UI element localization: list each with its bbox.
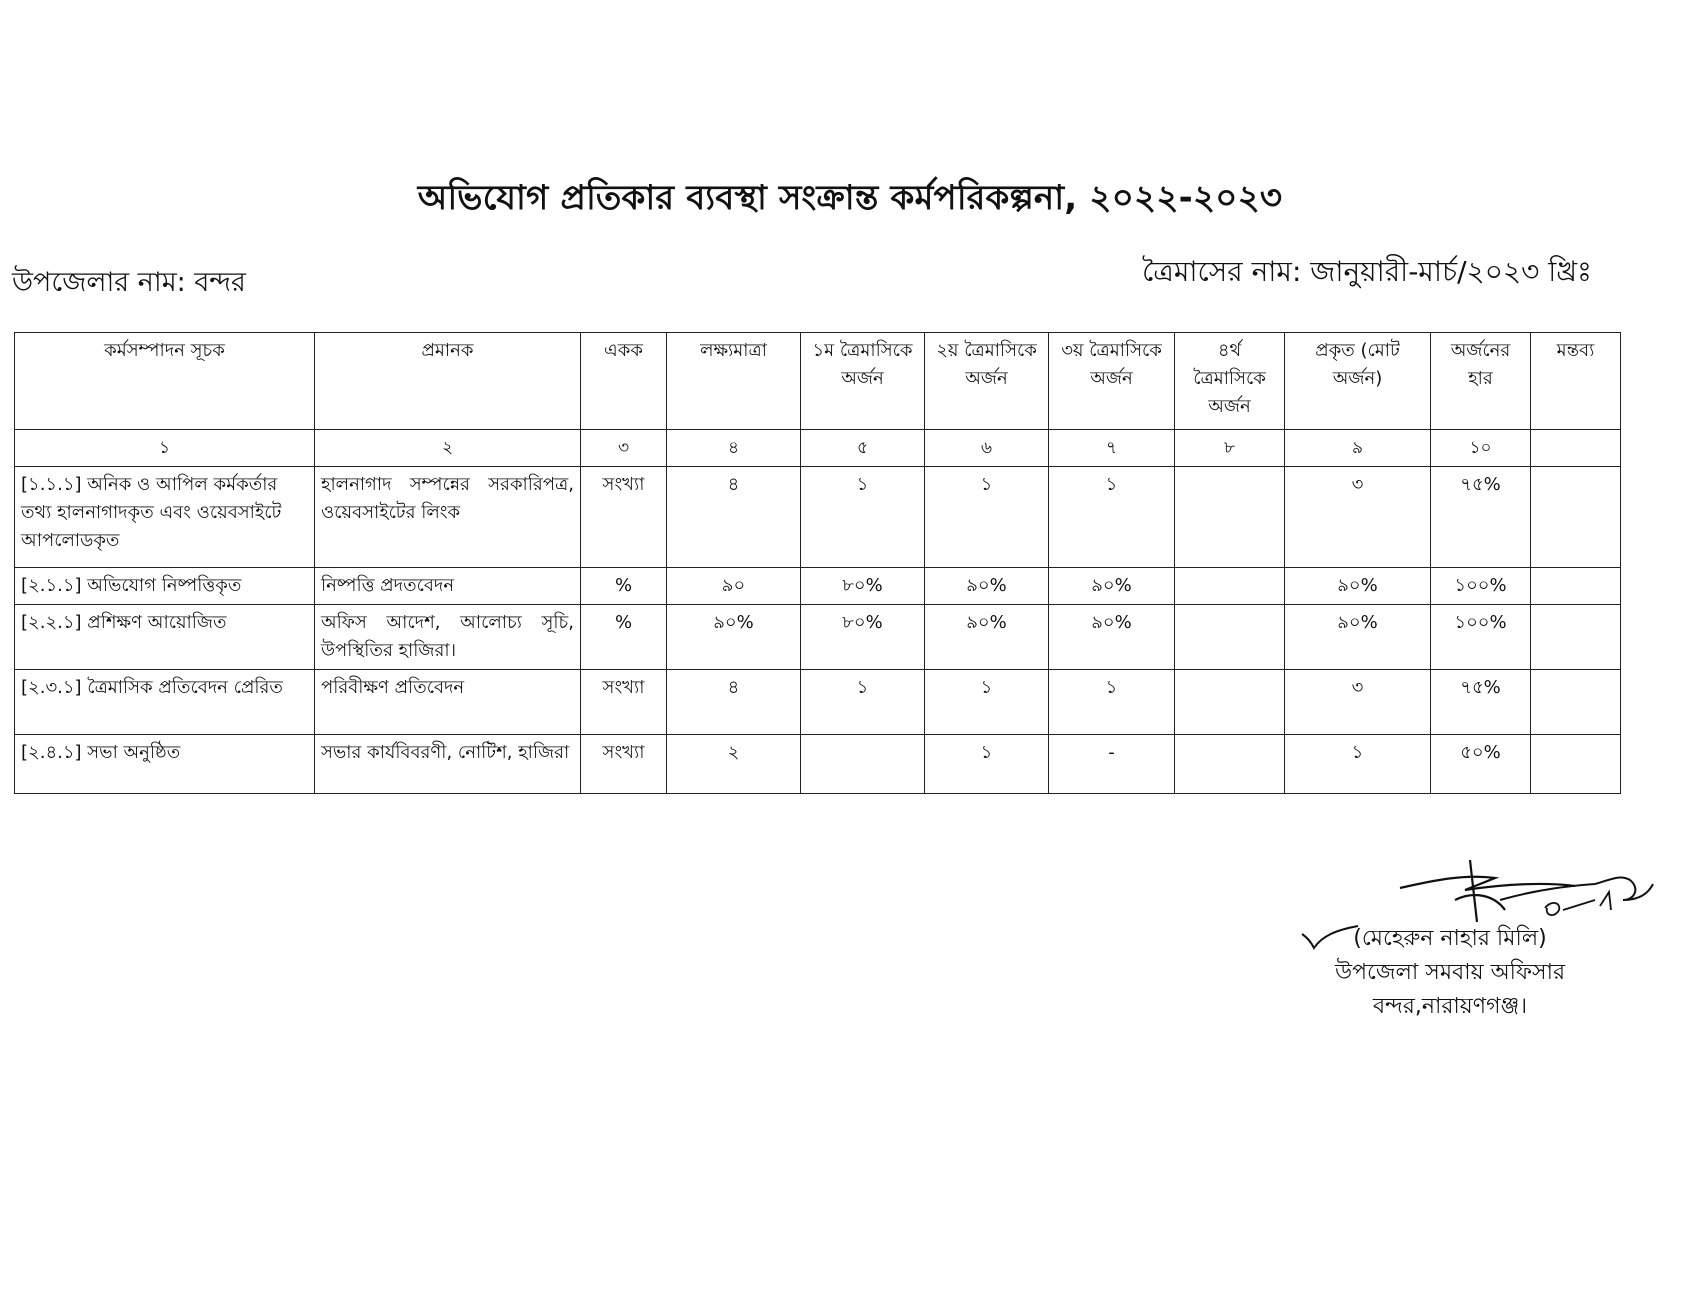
rate-cell: ৭৫% xyxy=(1431,467,1531,568)
evidence-cell: সভার কার্যবিবরণী, নোটিশ, হাজিরা xyxy=(315,735,581,794)
q2-cell: ১ xyxy=(925,735,1049,794)
q1-cell: ১ xyxy=(801,467,925,568)
q4-cell xyxy=(1175,670,1285,735)
table-row xyxy=(15,467,1621,568)
column-number: ৪ xyxy=(667,430,801,467)
signature-block xyxy=(1300,922,1600,1024)
unit-cell: সংখ্যা xyxy=(581,670,667,735)
evidence-cell: পরিবীক্ষণ প্রতিবেদন xyxy=(315,670,581,735)
header-q1: ১ম ত্রৈমাসিকে অর্জন xyxy=(801,333,925,430)
evidence-cell: হালনাগাদ সম্পন্নের সরকারিপত্র, ওয়েবসাইটের লিংক xyxy=(315,467,581,568)
header-row xyxy=(15,333,1621,430)
header-target: লক্ষ্যমাত্রা xyxy=(667,333,801,430)
q4-cell xyxy=(1175,568,1285,605)
column-number: ১০ xyxy=(1431,430,1531,467)
indicator-cell: [২.৪.১] সভা অনুষ্ঠিত xyxy=(15,735,315,794)
header-q4: ৪র্থ ত্রৈমাসিকে অর্জন xyxy=(1175,333,1285,430)
column-number: ৩ xyxy=(581,430,667,467)
target-cell: ৪ xyxy=(667,467,801,568)
column-number xyxy=(1531,430,1621,467)
document-title: অভিযোগ প্রতিকার ব্যবস্থা সংক্রান্ত কর্মপরিকল্পনা, ২০২২-২০২৩ xyxy=(417,178,1283,218)
header-actual: প্রকৃত (মোট অর্জন) xyxy=(1285,333,1431,430)
rate-cell: ১০০% xyxy=(1431,605,1531,670)
remarks-cell xyxy=(1531,670,1621,735)
column-number: ৭ xyxy=(1049,430,1175,467)
column-number: ৫ xyxy=(801,430,925,467)
q4-cell xyxy=(1175,467,1285,568)
unit-cell: সংখ্যা xyxy=(581,467,667,568)
header-indicator: কর্মসম্পাদন সূচক xyxy=(15,333,315,430)
actual-cell: ৩ xyxy=(1285,467,1431,568)
q4-cell xyxy=(1175,605,1285,670)
q1-cell: ৮০% xyxy=(801,605,925,670)
signatory-designation: উপজেলা সমবায় অফিসার xyxy=(1334,960,1566,985)
signatory-name: (মেহেরুন নাহার মিলি) xyxy=(1353,926,1547,951)
unit-cell: % xyxy=(581,568,667,605)
indicator-cell: [১.১.১] অনিক ও আপিল কর্মকর্তার তথ্য হালনাগাদকৃত এবং ওয়েবসাইটে আপলোডকৃত xyxy=(15,467,315,568)
column-number: ১ xyxy=(15,430,315,467)
q1-cell: ১ xyxy=(801,670,925,735)
indicator-cell: [২.৩.১] ত্রৈমাসিক প্রতিবেদন প্রেরিত xyxy=(15,670,315,735)
evidence-cell: অফিস আদেশ, আলোচ্য সূচি, উপস্থিতির হাজিরা। xyxy=(315,605,581,670)
indicator-cell: [২.২.১] প্রশিক্ষণ আয়োজিত xyxy=(15,605,315,670)
q3-cell: ১ xyxy=(1049,670,1175,735)
header-q2: ২য় ত্রৈমাসিকে অর্জন xyxy=(925,333,1049,430)
actual-cell: ১ xyxy=(1285,735,1431,794)
q1-cell: ৮০% xyxy=(801,568,925,605)
q3-cell: ১ xyxy=(1049,467,1175,568)
indicator-cell: [২.১.১] অভিযোগ নিষ্পত্তিকৃত xyxy=(15,568,315,605)
header-evidence: প্রমানক xyxy=(315,333,581,430)
signature-scribble xyxy=(1395,860,1655,930)
actual-cell: ৯০% xyxy=(1285,605,1431,670)
remarks-cell xyxy=(1531,605,1621,670)
q2-cell: ১ xyxy=(925,670,1049,735)
table-row xyxy=(15,735,1621,794)
q3-cell: ৯০% xyxy=(1049,605,1175,670)
column-number: ৬ xyxy=(925,430,1049,467)
target-cell: ৯০ xyxy=(667,568,801,605)
q2-cell: ৯০% xyxy=(925,568,1049,605)
table-row xyxy=(15,605,1621,670)
q2-cell: ৯০% xyxy=(925,605,1049,670)
unit-cell: সংখ্যা xyxy=(581,735,667,794)
table-row xyxy=(15,568,1621,605)
column-number: ২ xyxy=(315,430,581,467)
q1-cell xyxy=(801,735,925,794)
target-cell: ৯০% xyxy=(667,605,801,670)
header-rate: অর্জনের হার xyxy=(1431,333,1531,430)
upazila-name: উপজেলার নাম: বন্দর xyxy=(12,267,246,298)
q4-cell xyxy=(1175,735,1285,794)
header-remarks: মন্তব্য xyxy=(1531,333,1621,430)
actual-cell: ৯০% xyxy=(1285,568,1431,605)
header-q3: ৩য় ত্রৈমাসিকে অর্জন xyxy=(1049,333,1175,430)
table-row xyxy=(15,670,1621,735)
remarks-cell xyxy=(1531,467,1621,568)
column-number-row xyxy=(15,430,1621,467)
actual-cell: ৩ xyxy=(1285,670,1431,735)
target-cell: ৪ xyxy=(667,670,801,735)
evidence-cell: নিষ্পত্তি প্রদতবেদন xyxy=(315,568,581,605)
q3-cell: ৯০% xyxy=(1049,568,1175,605)
signatory-location: বন্দর,নারায়ণগঞ্জ। xyxy=(1372,994,1528,1019)
unit-cell: % xyxy=(581,605,667,670)
quarter-name: ত্রৈমাসের নাম: জানুয়ারী-মার্চ/২০২৩ খ্রিঃ xyxy=(1141,255,1592,288)
remarks-cell xyxy=(1531,568,1621,605)
q3-cell: - xyxy=(1049,735,1175,794)
q2-cell: ১ xyxy=(925,467,1049,568)
rate-cell: ১০০% xyxy=(1431,568,1531,605)
target-cell: ২ xyxy=(667,735,801,794)
rate-cell: ৭৫% xyxy=(1431,670,1531,735)
action-plan-table xyxy=(14,332,1621,794)
remarks-cell xyxy=(1531,735,1621,794)
rate-cell: ৫০% xyxy=(1431,735,1531,794)
column-number: ৮ xyxy=(1175,430,1285,467)
column-number: ৯ xyxy=(1285,430,1431,467)
header-unit: একক xyxy=(581,333,667,430)
